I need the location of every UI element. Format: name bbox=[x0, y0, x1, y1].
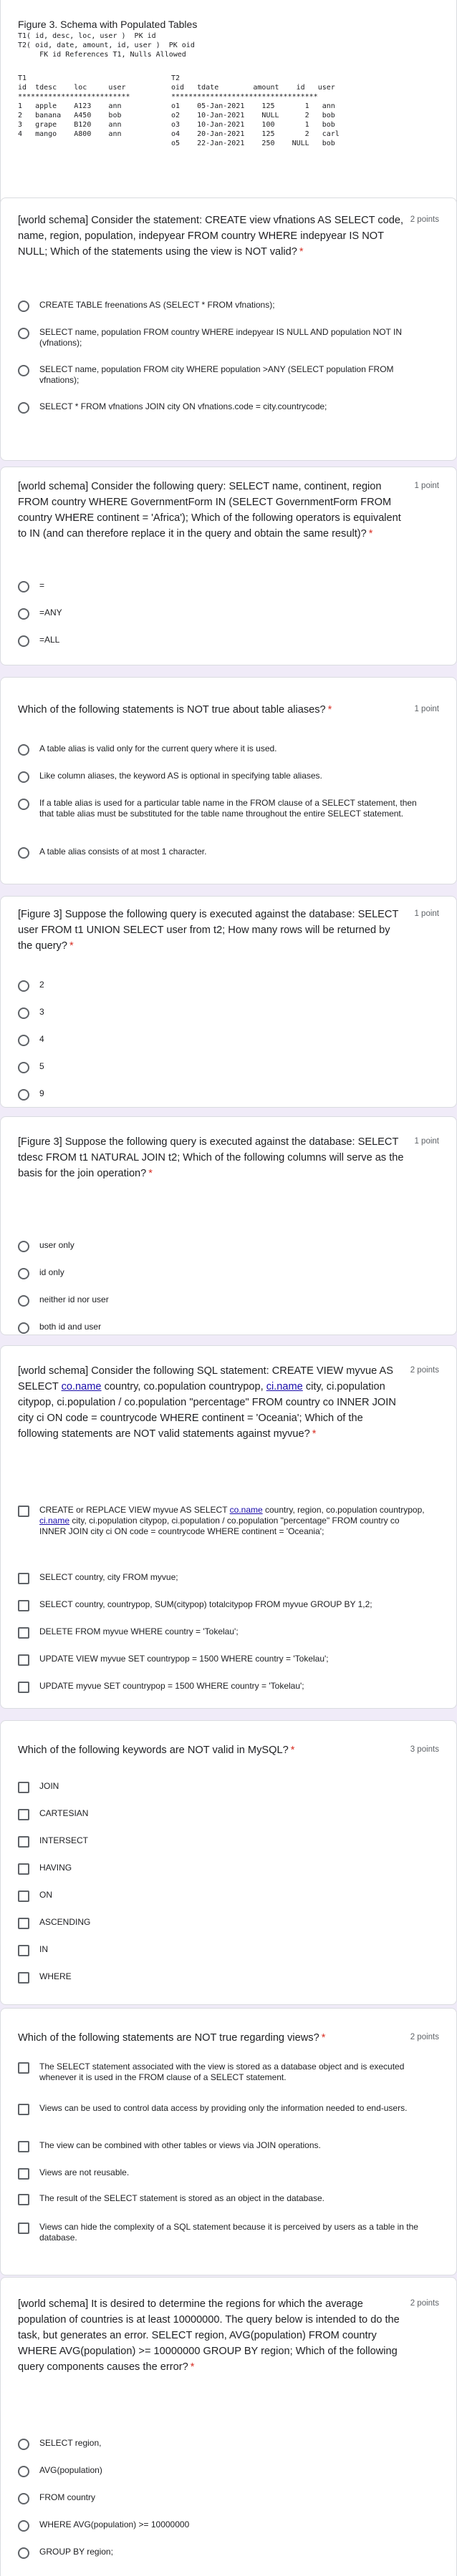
option-label: ASCENDING bbox=[39, 1917, 91, 1927]
t2-separator: ********************************** bbox=[171, 93, 318, 101]
option-label: UPDATE VIEW myvue SET countrypop = 1500 WHERE country = 'Tokelau'; bbox=[39, 1654, 329, 1664]
question-card bbox=[0, 2008, 457, 2275]
radio-button[interactable] bbox=[18, 799, 29, 810]
answer-option[interactable] bbox=[18, 2465, 433, 2477]
option-label: CREATE or REPLACE VIEW myvue AS SELECT co.name country, region, co.population countrypop, ci.name city, ci.population citypop, ci.population / co.population "percentage" FROM country co INNER JOIN city ci ON code = countrycode WHERE continent = 'Oceania'; bbox=[39, 1505, 425, 1536]
figure-schema-line: T1( id, desc, loc, user ) PK id bbox=[18, 32, 156, 40]
figure-title: Figure 3. Schema with Populated Tables bbox=[18, 19, 198, 30]
question-card bbox=[0, 2277, 457, 2576]
question-text: [world schema] Consider the following SQL statement: CREATE VIEW myvue AS SELECT co.name country, co.population countrypop, ci.name city, ci.population citypop, ci.population / co.population "percentage" FROM country co INNER JOIN city ci ON code = countrycode WHERE continent = 'Oceania'; Which of the following statements are NOT valid statements against myvue? * bbox=[18, 1365, 396, 1440]
question-card bbox=[0, 197, 457, 461]
answer-option[interactable] bbox=[18, 300, 433, 312]
t2-row: o2 10-Jan-2021 NULL 2 bob bbox=[171, 112, 335, 119]
option-label: =ALL bbox=[39, 635, 60, 645]
radio-button[interactable] bbox=[18, 581, 29, 592]
option-label: Like column aliases, the keyword AS is optional in specifying table aliases. bbox=[39, 771, 322, 781]
option-label: WHERE bbox=[39, 1971, 72, 1981]
radio-button[interactable] bbox=[18, 402, 29, 414]
checkbox[interactable] bbox=[18, 1506, 29, 1517]
option-label: IN bbox=[39, 1944, 48, 1954]
option-label: CREATE TABLE freenations AS (SELECT * FROM vfnations); bbox=[39, 300, 275, 310]
answer-option[interactable] bbox=[18, 1781, 433, 1793]
answer-option[interactable] bbox=[18, 364, 433, 386]
option-label: DELETE FROM myvue WHERE country = 'Tokelau'; bbox=[39, 1626, 239, 1636]
option-label: SELECT country, countrypop, SUM(citypop) totalcitypop FROM myvue GROUP BY 1,2; bbox=[39, 1599, 372, 1609]
question-text: [world schema] Consider the statement: CREATE view vfnations AS SELECT code, name, region, population, indepyear FROM country WHERE indepyear IS NOT NULL; Which of the statements using the view is NOT valid? * bbox=[18, 215, 404, 258]
option-label: CARTESIAN bbox=[39, 1808, 89, 1818]
checkbox[interactable] bbox=[18, 1573, 29, 1584]
question-text: Which of the following statements are NOT true regarding views? * bbox=[18, 2032, 326, 2044]
option-label: 5 bbox=[39, 1061, 44, 1071]
points-label: 2 points bbox=[410, 2299, 439, 2308]
points-label: 1 point bbox=[414, 482, 439, 490]
answer-option[interactable] bbox=[18, 327, 433, 348]
points-label: 1 point bbox=[414, 1137, 439, 1146]
required-marker: * bbox=[190, 2361, 195, 2373]
radio-button[interactable] bbox=[18, 328, 29, 339]
answer-option[interactable] bbox=[18, 1626, 433, 1639]
checkbox[interactable] bbox=[18, 1600, 29, 1611]
required-marker: * bbox=[299, 246, 304, 258]
t1-separator: ************************** bbox=[18, 93, 130, 101]
answer-option[interactable] bbox=[18, 2222, 433, 2243]
t2-row: o1 05-Jan-2021 125 1 ann bbox=[171, 102, 335, 110]
option-label: Views are not reusable. bbox=[39, 2167, 130, 2177]
checkbox[interactable] bbox=[18, 2062, 29, 2074]
answer-option[interactable] bbox=[18, 1808, 433, 1820]
option-label: INTERSECT bbox=[39, 1835, 89, 1845]
answer-option[interactable] bbox=[18, 1267, 433, 1279]
answer-option[interactable] bbox=[18, 401, 433, 414]
answer-option[interactable] bbox=[18, 1654, 433, 1666]
option-label: UPDATE myvue SET countrypop = 1500 WHERE country = 'Tokelau'; bbox=[39, 1681, 304, 1691]
option-label: SELECT country, city FROM myvue; bbox=[39, 1572, 178, 1582]
option-label: 2 bbox=[39, 980, 44, 990]
option-label: WHERE AVG(population) >= 10000000 bbox=[39, 2519, 190, 2529]
option-label: FROM country bbox=[39, 2492, 96, 2502]
column-link[interactable]: co.name bbox=[61, 1381, 102, 1392]
answer-option[interactable] bbox=[18, 2103, 433, 2115]
radio-button[interactable] bbox=[18, 2520, 29, 2532]
radio-button[interactable] bbox=[18, 2439, 29, 2450]
option-label: id only bbox=[39, 1267, 64, 1277]
answer-option[interactable] bbox=[18, 580, 433, 592]
answer-option[interactable] bbox=[18, 2167, 433, 2180]
radio-button[interactable] bbox=[18, 1089, 29, 1101]
radio-button[interactable] bbox=[18, 1295, 29, 1307]
radio-button[interactable] bbox=[18, 2493, 29, 2504]
answer-option[interactable] bbox=[18, 1061, 433, 1073]
t2-row: o5 22-Jan-2021 250 NULL bob bbox=[171, 140, 335, 147]
question-text: Which of the following statements is NOT true about table aliases? * bbox=[18, 704, 332, 716]
points-label: 2 points bbox=[410, 215, 439, 224]
required-marker: * bbox=[69, 940, 74, 952]
option-label: SELECT region, bbox=[39, 2438, 102, 2448]
answer-option[interactable] bbox=[18, 1007, 433, 1019]
t2-row: o3 10-Jan-2021 100 1 bob bbox=[171, 121, 335, 129]
t2-row: o4 20-Jan-2021 125 2 carl bbox=[171, 130, 340, 138]
answer-option[interactable] bbox=[18, 2062, 433, 2083]
option-label: The result of the SELECT statement is stored as an object in the database. bbox=[39, 2193, 325, 2203]
answer-option[interactable] bbox=[18, 2492, 433, 2504]
answer-option[interactable] bbox=[18, 2193, 433, 2205]
figure-card bbox=[0, 0, 457, 212]
question-card bbox=[0, 896, 457, 1108]
column-link[interactable]: ci.name bbox=[39, 1516, 70, 1526]
checkbox[interactable] bbox=[18, 1809, 29, 1820]
required-marker: * bbox=[368, 528, 373, 540]
question-card bbox=[0, 1345, 457, 1709]
answer-option[interactable] bbox=[18, 980, 433, 992]
answer-option[interactable] bbox=[18, 1572, 433, 1584]
checkbox[interactable] bbox=[18, 1654, 29, 1666]
option-label: The view can be combined with other tables or views via JOIN operations. bbox=[39, 2140, 321, 2150]
question-card bbox=[0, 1720, 457, 2005]
column-link[interactable]: co.name bbox=[229, 1505, 263, 1515]
checkbox[interactable] bbox=[18, 2223, 29, 2234]
answer-option[interactable] bbox=[18, 1863, 433, 1875]
radio-button[interactable] bbox=[18, 365, 29, 376]
radio-button[interactable] bbox=[18, 1035, 29, 1046]
radio-button[interactable] bbox=[18, 1322, 29, 1334]
answer-option[interactable] bbox=[18, 635, 433, 647]
answer-option[interactable] bbox=[18, 2519, 433, 2532]
required-marker: * bbox=[148, 1168, 153, 1179]
points-label: 1 point bbox=[414, 909, 439, 918]
option-label: ON bbox=[39, 1890, 52, 1900]
option-label: 3 bbox=[39, 1007, 44, 1017]
column-link[interactable]: ci.name bbox=[266, 1381, 303, 1392]
option-label: SELECT name, population FROM city WHERE population >ANY (SELECT population FROM vfnations); bbox=[39, 364, 394, 385]
answer-option[interactable] bbox=[18, 2547, 433, 2559]
answer-option[interactable] bbox=[18, 2140, 433, 2152]
required-marker: * bbox=[321, 2032, 326, 2044]
option-label: user only bbox=[39, 1240, 74, 1250]
required-marker: * bbox=[290, 1745, 295, 1756]
points-label: 2 points bbox=[410, 2033, 439, 2041]
radio-button[interactable] bbox=[18, 2466, 29, 2477]
t2-header: oid tdate amount id user bbox=[171, 84, 335, 92]
required-marker: * bbox=[312, 1428, 317, 1440]
points-label: 3 points bbox=[410, 1745, 439, 1754]
question-text: [Figure 3] Suppose the following query is executed against the database: SELECT tdesc FROM t1 NATURAL JOIN t2; Which of the following columns will serve as the basis for the join operation? * bbox=[18, 1136, 404, 1179]
radio-button[interactable] bbox=[18, 301, 29, 312]
option-label: Views can hide the complexity of a SQL statement because it is perceived by users as a table in the database. bbox=[39, 2222, 418, 2243]
option-label: A table alias is valid only for the current query where it is used. bbox=[39, 743, 277, 753]
radio-button[interactable] bbox=[18, 771, 29, 783]
checkbox[interactable] bbox=[18, 1918, 29, 1929]
radio-button[interactable] bbox=[18, 847, 29, 859]
points-label: 1 point bbox=[414, 705, 439, 713]
t1-row: 4 mango A800 ann bbox=[18, 130, 122, 138]
option-label: =ANY bbox=[39, 608, 62, 618]
required-marker: * bbox=[327, 704, 332, 716]
answer-option[interactable] bbox=[18, 608, 433, 620]
answer-option[interactable] bbox=[18, 1944, 433, 1956]
points-label: 2 points bbox=[410, 1366, 439, 1375]
option-label: The SELECT statement associated with the view is stored as a database object and is executed whenever it is used in the FROM clause of a SELECT statement. bbox=[39, 2062, 405, 2082]
option-label: SELECT * FROM vfnations JOIN city ON vfnations.code = city.countrycode; bbox=[39, 401, 327, 411]
answer-option[interactable] bbox=[18, 1322, 433, 1334]
option-label: SELECT name, population FROM country WHERE indepyear IS NULL AND population NOT IN (vfnations); bbox=[39, 327, 402, 348]
answer-option[interactable] bbox=[18, 1971, 433, 1984]
answer-option[interactable] bbox=[18, 1505, 433, 1537]
radio-button[interactable] bbox=[18, 1008, 29, 1019]
radio-button[interactable] bbox=[18, 2547, 29, 2559]
checkbox[interactable] bbox=[18, 1836, 29, 1848]
checkbox[interactable] bbox=[18, 1627, 29, 1639]
option-label: JOIN bbox=[39, 1781, 59, 1791]
option-label: A table alias consists of at most 1 character. bbox=[39, 847, 207, 857]
option-label: = bbox=[39, 580, 45, 590]
t1-row: 2 banana A450 bob bbox=[18, 112, 122, 119]
t1-row: 3 grape B120 ann bbox=[18, 121, 122, 129]
answer-option[interactable] bbox=[18, 1835, 433, 1848]
answer-option[interactable] bbox=[18, 2438, 433, 2450]
t2-label: T2 bbox=[171, 74, 181, 82]
option-label: 9 bbox=[39, 1088, 44, 1098]
answer-option[interactable] bbox=[18, 1599, 433, 1611]
checkbox[interactable] bbox=[18, 1945, 29, 1956]
option-label: neither id nor user bbox=[39, 1294, 109, 1304]
answer-option[interactable] bbox=[18, 771, 433, 783]
option-label: AVG(population) bbox=[39, 2465, 102, 2475]
checkbox[interactable] bbox=[18, 1890, 29, 1902]
option-label: 4 bbox=[39, 1034, 44, 1044]
option-label: GROUP BY region; bbox=[39, 2547, 113, 2557]
answer-option[interactable] bbox=[18, 1088, 433, 1101]
figure-schema-line: T2( oid, date, amount, id, user ) PK oid bbox=[18, 42, 195, 49]
radio-button[interactable] bbox=[18, 635, 29, 647]
answer-option[interactable] bbox=[18, 1034, 433, 1046]
radio-button[interactable] bbox=[18, 608, 29, 620]
radio-button[interactable] bbox=[18, 1241, 29, 1252]
question-text: Which of the following keywords are NOT valid in MySQL? * bbox=[18, 1745, 295, 1756]
answer-option[interactable] bbox=[18, 1294, 433, 1307]
checkbox[interactable] bbox=[18, 1972, 29, 1984]
question-text: [world schema] Consider the following query: SELECT name, continent, region FROM country WHERE GovernmentForm IN (SELECT GovernmentForm FROM country WHERE continent = 'Africa'); Which of the following operators is equivalent to IN (and can therefore replace it in the query and obtain the same result)? * bbox=[18, 481, 401, 540]
t1-label: T1 bbox=[18, 74, 27, 82]
question-text: [Figure 3] Suppose the following query is executed against the database: SELECT user FROM t1 UNION SELECT user from t2; How many rows will be returned by the query? * bbox=[18, 909, 399, 952]
figure-schema-line: FK id References T1, Nulls Allowed bbox=[18, 51, 186, 59]
checkbox[interactable] bbox=[18, 1863, 29, 1875]
radio-button[interactable] bbox=[18, 1268, 29, 1279]
checkbox[interactable] bbox=[18, 2194, 29, 2205]
answer-option[interactable] bbox=[18, 1917, 433, 1929]
checkbox[interactable] bbox=[18, 1682, 29, 1693]
option-label: HAVING bbox=[39, 1863, 72, 1873]
checkbox[interactable] bbox=[18, 1782, 29, 1793]
option-label: both id and user bbox=[39, 1322, 102, 1332]
radio-button[interactable] bbox=[18, 744, 29, 756]
question-card bbox=[0, 677, 457, 884]
answer-option[interactable] bbox=[18, 1681, 433, 1693]
t1-header: id tdesc loc user bbox=[18, 84, 126, 92]
checkbox[interactable] bbox=[18, 2168, 29, 2180]
answer-option[interactable] bbox=[18, 798, 433, 819]
question-text: [world schema] It is desired to determine the regions for which the average population of countries is at least 10000000. The query below is intended to do the task, but generates an error. SELECT region, AVG(population) FROM country WHERE AVG(population) >= 10000000 GROUP BY region; Which of the following query components causes the error? * bbox=[18, 2298, 400, 2373]
answer-option[interactable] bbox=[18, 1240, 433, 1252]
option-label: Views can be used to control data access by providing only the information needed to end-users. bbox=[39, 2103, 408, 2113]
checkbox[interactable] bbox=[18, 2104, 29, 2115]
radio-button[interactable] bbox=[18, 980, 29, 992]
checkbox[interactable] bbox=[18, 2141, 29, 2152]
radio-button[interactable] bbox=[18, 1062, 29, 1073]
option-label: If a table alias is used for a particular table name in the FROM clause of a SELECT statement, then that table alias must be substituted for the table name throughout the entire SELECT statement. bbox=[39, 798, 417, 819]
answer-option[interactable] bbox=[18, 847, 433, 859]
answer-option[interactable] bbox=[18, 1890, 433, 1902]
t1-row: 1 apple A123 ann bbox=[18, 102, 122, 110]
question-card bbox=[0, 467, 457, 665]
answer-option[interactable] bbox=[18, 743, 433, 756]
question-card bbox=[0, 1116, 457, 1335]
